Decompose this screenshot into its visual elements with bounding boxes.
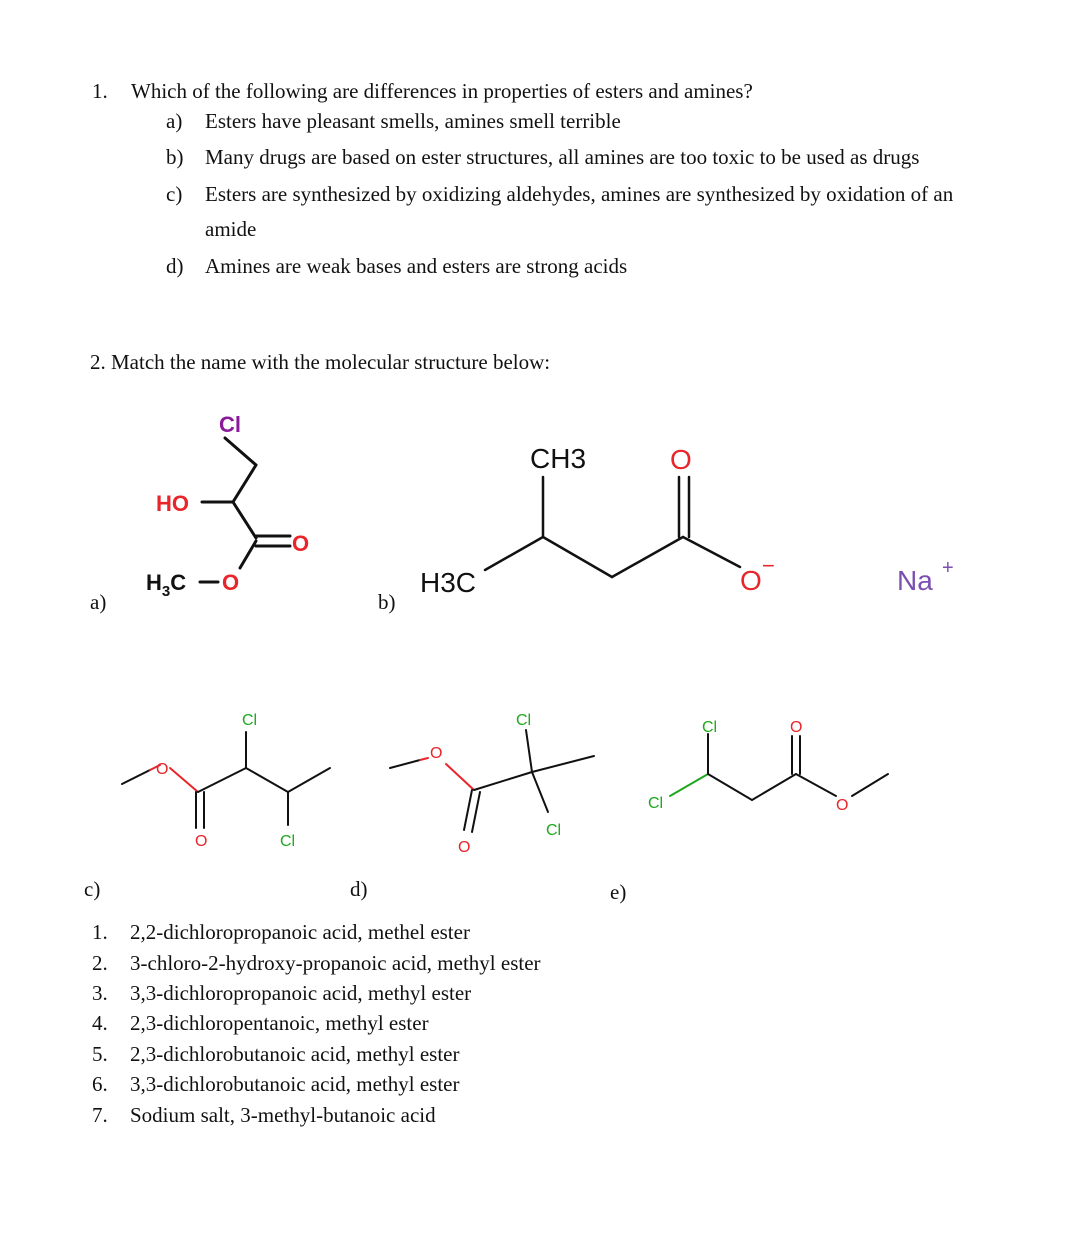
name-item-4-num: 4. [92, 1011, 108, 1035]
question-2-text: 2. Match the name with the molecular structure below: [90, 350, 551, 374]
bond-a-1 [225, 438, 256, 465]
atom-a-o-double: O [292, 531, 310, 556]
name-item-7-num: 7. [92, 1103, 108, 1127]
name-item-2-text: 3-chloro-2-hydroxy-propanoic acid, methyl ester [130, 951, 541, 975]
name-item-7-text: Sodium salt, 3-methyl-butanoic acid [130, 1103, 436, 1127]
atom-c-o1: O [156, 761, 169, 778]
atom-c-o2: O [195, 833, 208, 850]
bond-b-3 [543, 537, 612, 577]
bond-a-4 [233, 502, 256, 538]
atom-e-cl2: Cl [702, 719, 718, 736]
q1-option-d-letter: d) [166, 254, 184, 278]
q1-option-d-text: Amines are weak bases and esters are strong acids [205, 254, 628, 278]
q1-option-b-letter: b) [166, 145, 184, 169]
structure-a [130, 410, 370, 610]
atom-a-o-ester: O [222, 570, 240, 595]
atom-a-cl: Cl [219, 412, 241, 437]
atom-e-cl1: Cl [648, 795, 664, 812]
atom-d-cl1: Cl [516, 712, 532, 729]
q1-option-c-text-line2: amide [205, 217, 257, 241]
atom-b-ch3: CH3 [530, 443, 587, 474]
question-1-text: Which of the following are differences in properties of esters and amines? [131, 79, 753, 103]
name-item-6-num: 6. [92, 1072, 108, 1096]
name-item-6-text: 3,3-dichlorobutanoic acid, methyl ester [130, 1072, 460, 1096]
atom-b-o-minus: O [740, 565, 762, 596]
atom-e-o2: O [836, 797, 849, 814]
structure-c [110, 700, 340, 860]
name-item-4-text: 2,3-dichloropentanoic, methyl ester [130, 1011, 429, 1035]
q1-option-c-letter: c) [166, 182, 183, 206]
atom-b-h3c: H3C [420, 567, 477, 598]
atom-e-o1: O [790, 719, 803, 736]
structure-d [380, 700, 600, 860]
structure-e-label: e) [610, 880, 627, 904]
name-item-1-text: 2,2-dichloropropanoic acid, methel ester [130, 920, 470, 944]
atom-b-na: Na [897, 565, 933, 596]
structure-c-label: c) [84, 877, 101, 901]
structure-b-label: b) [378, 590, 396, 614]
bond-b-7 [683, 537, 740, 567]
structure-e [640, 710, 900, 840]
q1-option-c-text: Esters are synthesized by oxidizing aldehydes, amines are synthesized by oxidation of an [205, 182, 954, 206]
atom-c-cl1: Cl [242, 712, 258, 729]
atom-a-h3c: $H_3C$ [146, 570, 187, 600]
atom-b-minus: − [762, 553, 775, 578]
q1-option-a-text: Esters have pleasant smells, amines smell terrible [205, 109, 621, 133]
q1-option-a-letter: a) [166, 109, 183, 133]
name-item-3-text: 3,3-dichloropropanoic acid, methyl ester [130, 981, 472, 1005]
bond-b-1 [485, 537, 543, 570]
atom-c-cl2: Cl [280, 833, 296, 850]
atom-d-o1: O [430, 745, 443, 762]
atom-d-cl2: Cl [546, 822, 562, 839]
atom-b-plus: + [942, 557, 954, 579]
atom-d-o2: O [458, 839, 471, 856]
q1-option-b-text: Many drugs are based on ester structures, all amines are too toxic to be used as drugs [205, 145, 920, 169]
structure-b [410, 435, 990, 615]
name-item-2-num: 2. [92, 951, 108, 975]
structure-d-label: d) [350, 877, 368, 901]
atom-b-o-double: O [670, 444, 692, 475]
bond-a-7 [240, 541, 256, 568]
question-1-number: 1. [92, 79, 108, 103]
name-item-1-num: 1. [92, 920, 108, 944]
name-item-5-text: 2,3-dichlorobutanoic acid, methyl ester [130, 1042, 460, 1066]
name-item-3-num: 3. [92, 981, 108, 1005]
bond-b-4 [612, 537, 683, 577]
structure-a-label: a) [90, 590, 107, 614]
name-item-5-num: 5. [92, 1042, 108, 1066]
atom-a-ho: HO [156, 491, 189, 516]
bond-a-2 [233, 465, 256, 502]
